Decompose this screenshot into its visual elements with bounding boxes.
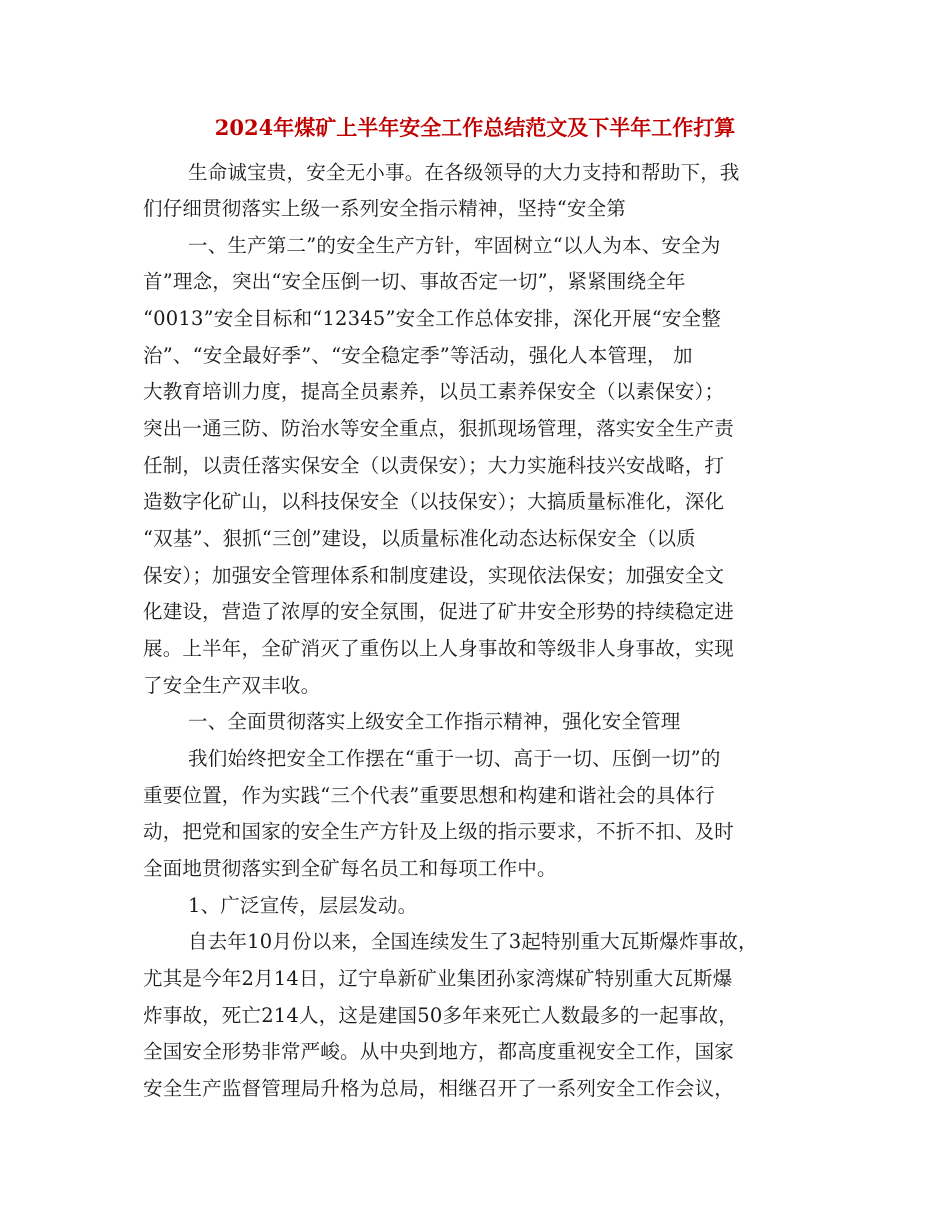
paragraph-line: 治”、“安全最好季”、“安全稳定季”等活动，强化人本管理， 加 xyxy=(143,344,693,367)
paragraph-line: 动，把党和国家的安全生产方针及上级的指示要求，不折不扣、及时 xyxy=(143,820,735,843)
paragraph-line: 自去年10月份以来，全国连续发生了3起特别重大瓦斯爆炸事故， xyxy=(188,930,758,953)
paragraph-line: “双基”、狠抓“三创”建设，以质量标准化动态达标保安全（以质 xyxy=(143,527,696,550)
section-heading: 一、全面贯彻落实上级安全工作指示精神，强化安全管理 xyxy=(188,710,681,733)
paragraph-line: 化建设，营造了浓厚的安全氛围，促进了矿井安全形势的持续稳定进 xyxy=(143,600,735,623)
paragraph-line: 大教育培训力度，提高全员素养，以员工素养保安全（以素保安）； xyxy=(143,380,725,403)
paragraph-line: 造数字化矿山，以科技保安全（以技保安）；大搞质量标准化，深化 xyxy=(143,490,725,513)
paragraph-line: 生命诚宝贵，安全无小事。在各级领导的大力支持和帮助下，我 xyxy=(188,161,740,184)
paragraph-line: 安全生产监督管理局升格为总局，相继召开了一系列安全工作会议， xyxy=(143,1077,735,1100)
document-title: 2024年煤矿上半年安全工作总结范文及下半年工作打算 xyxy=(214,115,736,140)
paragraph-line: 炸事故，死亡214人，这是建国50多年来死亡人数最多的一起事故， xyxy=(143,1004,738,1027)
subsection-heading: 1、广泛宣传，层层发动。 xyxy=(188,894,418,917)
paragraph-line: “0013”安全目标和“12345”安全工作总体安排，深化开展“安全整 xyxy=(143,307,722,330)
paragraph-line: 任制，以责任落实保安全（以责保安）；大力实施科技兴安战略，打 xyxy=(143,454,725,477)
paragraph-line: 展。上半年，全矿消灭了重伤以上人身事故和等级非人身事故，实现 xyxy=(143,637,735,660)
paragraph-line: 重要位置，作为实践“三个代表”重要思想和构建和谐社会的具体行 xyxy=(143,784,715,807)
paragraph-line: 了安全生产双丰收。 xyxy=(143,674,321,697)
paragraph-line: 全国安全形势非常严峻。从中央到地方，都高度重视安全工作，国家 xyxy=(143,1040,735,1063)
paragraph-line: 全面地贯彻落实到全矿每名员工和每项工作中。 xyxy=(143,857,557,880)
paragraph-line: 尤其是今年2月14日，辽宁阜新矿业集团孙家湾煤矿特别重大瓦斯爆 xyxy=(143,967,733,990)
paragraph-line: 首”理念，突出“安全压倒一切、事故否定一切”，紧紧围绕全年 xyxy=(143,270,686,293)
paragraph-line: 突出一通三防、防治水等安全重点，狠抓现场管理，落实安全生产责 xyxy=(143,417,735,440)
paragraph-line: 保安）；加强安全管理体系和制度建设，实现依法保安；加强安全文 xyxy=(143,564,725,587)
paragraph-line: 们仔细贯彻落实上级一系列安全指示精神，坚持“安全第 xyxy=(143,197,626,220)
paragraph-line: 我们始终把安全工作摆在“重于一切、高于一切、压倒一切”的 xyxy=(188,747,721,770)
paragraph-line: 一、生产第二”的安全生产方针，牢固树立“以人为本、安全为 xyxy=(188,234,721,257)
